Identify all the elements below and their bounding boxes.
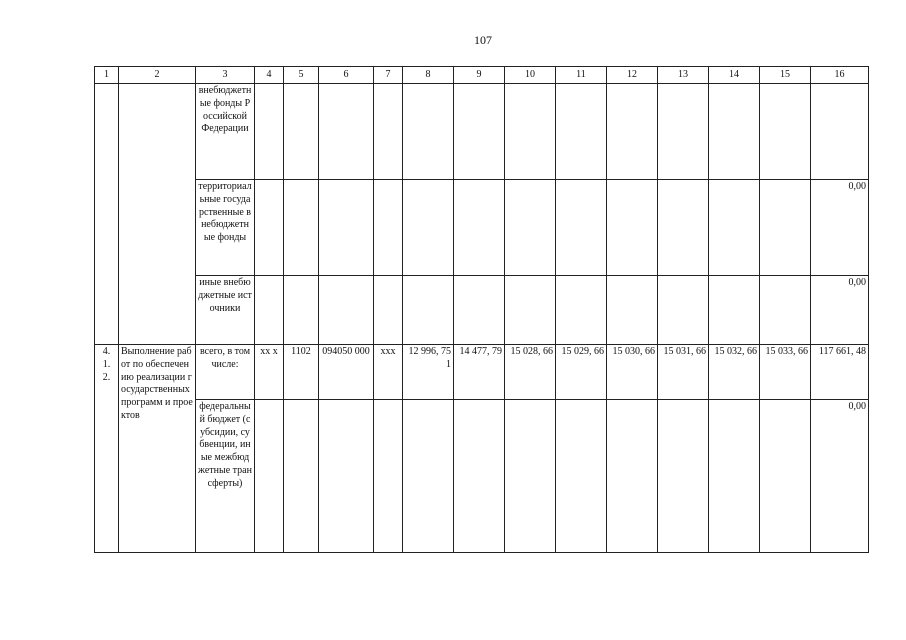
table-cell <box>760 400 811 553</box>
amount-cell: 15 029, 66 <box>556 345 607 400</box>
header-cell: 1 <box>95 67 119 84</box>
table-cell <box>658 400 709 553</box>
amount-cell: 12 996, 751 <box>403 345 454 400</box>
budget-table <box>94 66 869 553</box>
table-cell <box>255 400 284 553</box>
header-cell: 12 <box>607 67 658 84</box>
header-cell: 6 <box>319 67 374 84</box>
table-cell <box>374 180 403 276</box>
amount-cell: 15 031, 66 <box>658 345 709 400</box>
amount-cell: 15 033, 66 <box>760 345 811 400</box>
table-cell <box>709 180 760 276</box>
table-cell <box>709 276 760 345</box>
table-cell <box>319 180 374 276</box>
table-cell <box>284 84 319 180</box>
table-cell <box>505 84 556 180</box>
table-cell <box>403 276 454 345</box>
table-row <box>95 276 869 345</box>
header-cell: 5 <box>284 67 319 84</box>
table-cell <box>607 84 658 180</box>
code-cell: ххх <box>374 345 403 400</box>
header-cell: 8 <box>403 67 454 84</box>
total-cell: 0,00 <box>811 276 869 345</box>
table-cell <box>658 84 709 180</box>
table-cell <box>319 276 374 345</box>
header-cell: 13 <box>658 67 709 84</box>
table-cell <box>374 84 403 180</box>
header-cell: 7 <box>374 67 403 84</box>
table-cell <box>607 180 658 276</box>
row-number-part: 4. <box>102 346 111 357</box>
funding-source-cell: территориальные государственные внебюджетные фонды <box>196 180 255 276</box>
table-cell <box>255 180 284 276</box>
table-row <box>95 345 869 400</box>
table-cell <box>374 400 403 553</box>
header-cell: 15 <box>760 67 811 84</box>
table-cell <box>709 84 760 180</box>
row-number-cell <box>95 345 119 553</box>
total-cell: 0,00 <box>811 400 869 553</box>
table-cell <box>556 400 607 553</box>
table-cell <box>505 400 556 553</box>
table-cell <box>709 400 760 553</box>
total-cell <box>811 84 869 180</box>
table-cell <box>454 400 505 553</box>
table-cell <box>607 276 658 345</box>
table-cell <box>760 84 811 180</box>
table-cell <box>454 180 505 276</box>
code-cell: хх х <box>255 345 284 400</box>
row-number-part: 2. <box>102 371 111 383</box>
table-cell <box>454 84 505 180</box>
funding-source-cell: федеральный бюджет (субсидии, субвенции, иные межбюджетные трансферты) <box>196 400 255 553</box>
table-row <box>95 400 869 553</box>
row-number-part: 1. <box>102 358 111 370</box>
table-cell <box>255 84 284 180</box>
page-number: 107 <box>474 33 492 47</box>
table-cell <box>284 180 319 276</box>
table-cell <box>119 84 196 345</box>
table-cell <box>255 276 284 345</box>
table-cell <box>374 276 403 345</box>
table-cell <box>556 180 607 276</box>
table-cell <box>760 276 811 345</box>
total-cell: 0,00 <box>811 180 869 276</box>
code-cell: 094050 000 <box>319 345 374 400</box>
table-cell <box>319 400 374 553</box>
table-cell <box>505 180 556 276</box>
table-cell <box>284 400 319 553</box>
code-cell: 1102 <box>284 345 319 400</box>
header-cell: 2 <box>119 67 196 84</box>
table-cell <box>760 180 811 276</box>
header-cell: 16 <box>811 67 869 84</box>
header-cell: 11 <box>556 67 607 84</box>
table-cell <box>284 276 319 345</box>
table-cell <box>319 84 374 180</box>
table-cell <box>403 84 454 180</box>
table-row <box>95 180 869 276</box>
table-cell <box>403 400 454 553</box>
total-cell: 117 661, 48 <box>811 345 869 400</box>
table-cell <box>556 276 607 345</box>
table-row <box>95 84 869 180</box>
header-cell: 14 <box>709 67 760 84</box>
table-cell <box>403 180 454 276</box>
header-row <box>95 67 869 84</box>
header-cell: 3 <box>196 67 255 84</box>
amount-cell: 15 028, 66 <box>505 345 556 400</box>
funding-source-cell: иные внебюджетные источники <box>196 276 255 345</box>
amount-cell: 14 477, 79 <box>454 345 505 400</box>
header-cell: 10 <box>505 67 556 84</box>
amount-cell: 15 030, 66 <box>607 345 658 400</box>
table-cell <box>556 84 607 180</box>
table-cell <box>658 180 709 276</box>
table-cell <box>658 276 709 345</box>
amount-cell: 15 032, 66 <box>709 345 760 400</box>
header-cell: 4 <box>255 67 284 84</box>
table-cell <box>607 400 658 553</box>
funding-source-cell: внебюджетные фонды Российской Федерации <box>196 84 255 180</box>
table-cell <box>95 84 119 345</box>
funding-source-cell: всего, в том числе: <box>196 345 255 400</box>
header-cell: 9 <box>454 67 505 84</box>
table-cell <box>505 276 556 345</box>
activity-name-cell: Выполнение работ по обеспечению реализации государственных программ и проектов <box>119 345 196 553</box>
table-cell <box>454 276 505 345</box>
